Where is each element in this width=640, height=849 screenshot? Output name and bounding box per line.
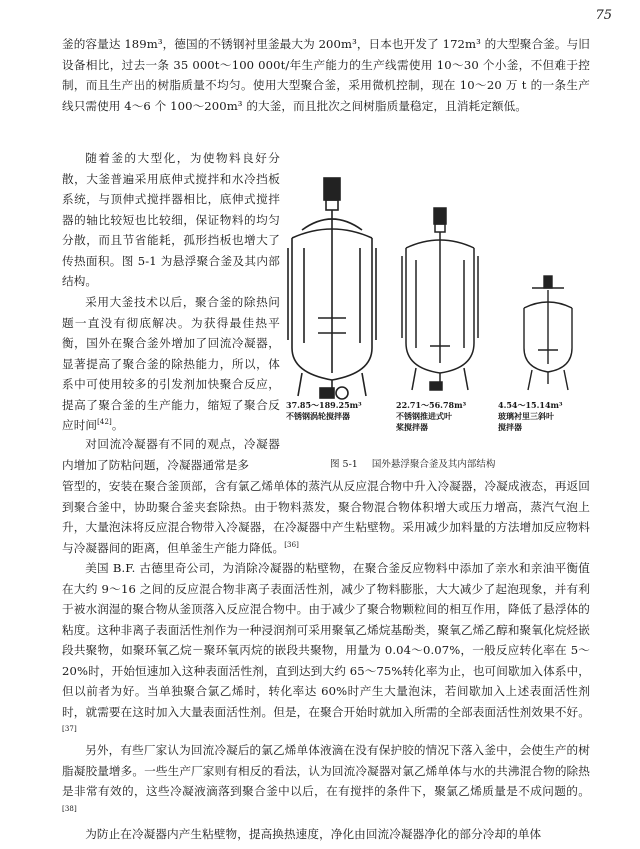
citation-36: [36] xyxy=(284,540,299,549)
figure-caption-number: 图 5-1 xyxy=(330,459,358,470)
vessel-3-caption: 4.54～15.14m³ 玻璃衬里三斜叶 搅拌器 xyxy=(498,400,563,432)
figure-5-1 xyxy=(284,168,606,478)
paragraph-4-start: 对回流冷凝器有不同的观点，冷凝器内增加了防粘问题，冷凝器通常是多 xyxy=(62,437,280,472)
paragraph-3: 采用大釜技术以后，聚合釜的除热问题一直没有彻底解决。为获得最佳热平衡，国外在聚合釜外增加了回流冷凝器，显著提高了聚合釜的除热能力，所以，体系中可使用较多的引发剂加快聚合反应，提高了聚合釜的生产能力，缩短了聚合反应时间[42]。 xyxy=(62,295,280,432)
citation-42: [42] xyxy=(97,418,112,427)
paragraph-2: 随着釜的大型化，为使物料良好分散，大釜普遍采用底伸式搅拌和水冷挡板系统，与顶伸式搅拌器相比，底伸式搅拌器的轴比较短也比较细，保证物料的均匀分散，而且节省能耗，孤形挡板也增大了传热面积。图 5-1 为悬浮聚合釜及其内部结构。 xyxy=(62,151,280,288)
paragraph-7: 为防止在冷凝器内产生粘壁物，提高换热速度，净化由回流冷凝器净化的部分冷却的单体 xyxy=(85,827,542,841)
vessel-large xyxy=(288,178,376,399)
vessel-small xyxy=(524,276,572,390)
vessel-2-caption: 22.71～56.78m³ 不锈钢推进式叶 桨搅拌器 xyxy=(396,400,467,432)
figure-caption-text: 国外悬浮聚合釜及其内部结构 xyxy=(371,459,496,470)
paragraph-5: 美国 B.F. 古德里奇公司，为消除冷凝器的粘壁物，在聚合釜反应物料中添加了亲水和亲油平衡值在大约 9～16 之间的反应混合物非离子表面活性剂，减少了物料膨胀，大大减少了起泡现象，并有利于被水润湿的聚合物从釜顶落入反应混合物中。由于减少了聚合物颗粒间的相互作用，降低了悬浮体的粘度。这种非离子表面活性剂作为一种浸润剂可采用聚氧乙烯烷基酚类，聚氧乙烯乙醇和聚氧化烷烃嵌段共聚物，如聚环氧乙烷－聚环氧丙烷的嵌段共聚物，用量为 0.04～0.07%，一般反应转化率在 5～20%时，开始恒速加入这种表面活性剂，直到达到大约 65～75%转化率为止，也可间歇加入体系中，但以前者为好。当单独聚合氯乙烯时，转化率达 60%时产生大量泡沫，若间歇加入上述表面活性剂时，就需要在这时加入大量表面活性剂。但是，在聚合开始时就加入所需的全部表面活性剂效果不好。[37] xyxy=(62,561,590,734)
page-number: 75 xyxy=(595,8,612,23)
paragraph-1: 釜的容量达 189m³，德国的不锈钢衬里釜最大为 200m³，日本也开发了 172m³ 的大型聚合釜。与旧设备相比，过去一条 35 000t～100 000t/年生产能力的生产线需使用 10～30 个小釜，不但难于控制，而且生产出的树脂质量不均匀。使用大型聚合釜，采用微机控制，现在 10～20 万 t 的一条生产线只需使用 4～6 个 100～200m³ 的大釜，而且批次之间树脂质量稳定，且消耗定额低。 xyxy=(62,37,590,113)
citation-37: [37] xyxy=(62,725,77,734)
paragraph-4-continued: 管型的，安装在聚合釜顶部，含有氯乙烯单体的蒸汽从反应混合物中升入冷凝器，冷凝成液态，再返回到聚合釜中，协助聚合釜夹套除热。由于物料蒸发，聚合物混合物体积增大或压力增高，蒸汽气泡上升，大量泡沫将反应混合物带入冷凝器，在冷凝器中产生粘壁物。采用减少加料量的方法增加反应物料与冷凝器间的距离，但单釜生产能力降低。[36] xyxy=(62,479,590,555)
figure-caption xyxy=(330,456,495,470)
paragraph-6: 另外，有些厂家认为回流冷凝后的氯乙烯单体液滴在没有保护胶的情况下落入釜中，会使生产的树脂凝胶量增多。一些生产厂家则有相反的看法，认为回流冷凝器对氯乙烯单体与水的共沸混合物的除热是非常有效的，这些冷凝液滴落到聚合釜中以后，在有搅拌的条件下，聚氯乙烯质量是不成问题的。[38] xyxy=(62,743,590,813)
vessel-medium xyxy=(402,208,478,390)
vessel-1-caption: 37.85～189.25m³ 不锈钢涡轮搅拌器 xyxy=(286,400,362,421)
citation-38: [38] xyxy=(62,804,77,813)
